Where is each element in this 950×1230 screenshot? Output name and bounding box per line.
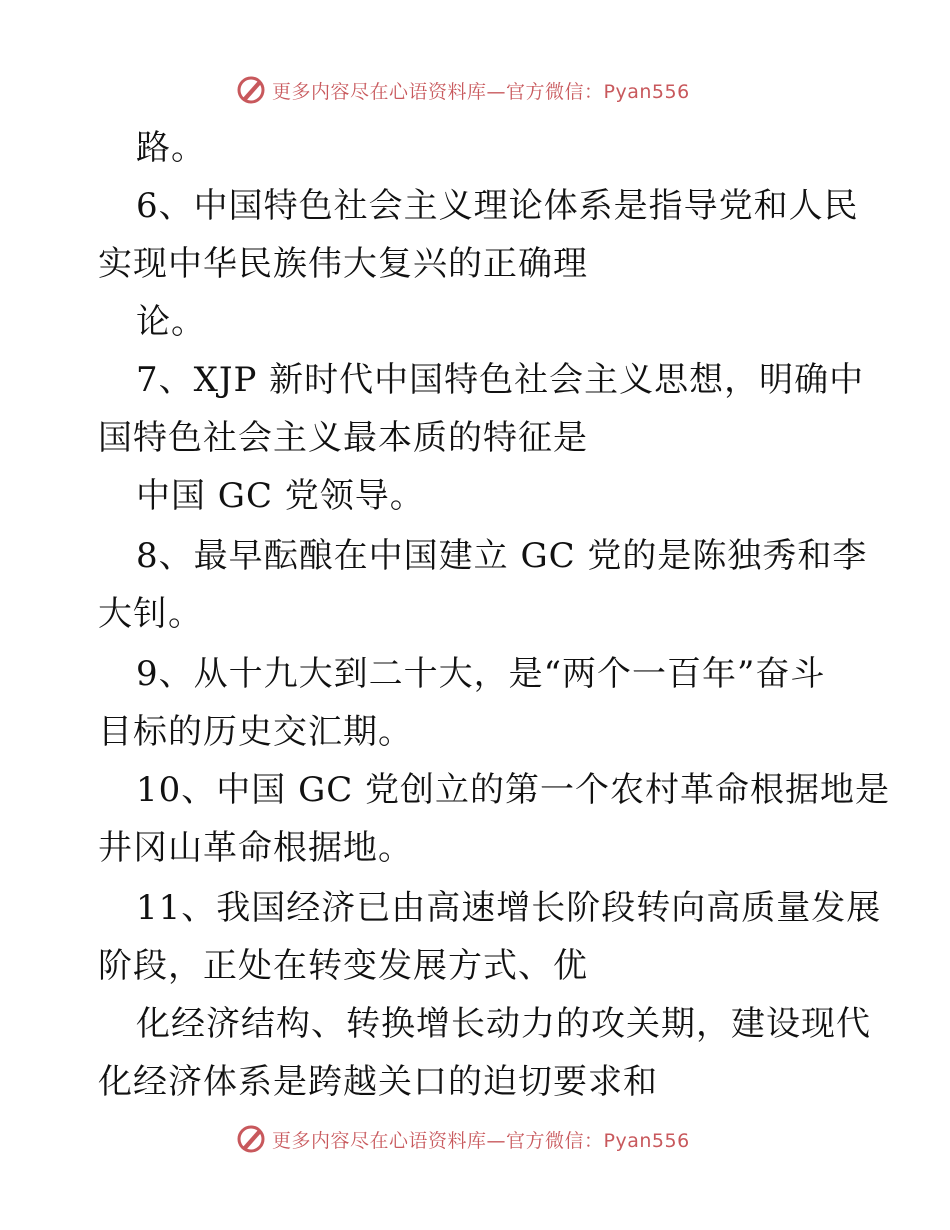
header-banner-text: 更多内容尽在心语资料库—官方微信：Pyan556 bbox=[272, 80, 690, 103]
text-line: 论。 bbox=[136, 302, 206, 342]
text-line: 国特色社会主义最本质的特征是 bbox=[98, 418, 588, 458]
text-line: 实现中华民族伟大复兴的正确理 bbox=[98, 244, 588, 284]
text-line: 井冈山革命根据地。 bbox=[98, 828, 413, 868]
header-banner bbox=[236, 72, 716, 108]
text-line: 化经济结构、转换增长动力的攻关期，建设现代 bbox=[136, 1004, 871, 1044]
text-line: 阶段，正处在转变发展方式、优 bbox=[98, 946, 588, 986]
footer-banner-text: 更多内容尽在心语资料库—官方微信：Pyan556 bbox=[272, 1129, 690, 1152]
text-line: 10、中国 GC 党创立的第一个农村革命根据地是 bbox=[136, 770, 891, 810]
pen-logo-icon bbox=[236, 1124, 266, 1154]
text-line: 化经济体系是跨越关口的迫切要求和 bbox=[98, 1062, 658, 1102]
text-line: 路。 bbox=[136, 128, 206, 168]
text-line: 8、最早酝酿在中国建立 GC 党的是陈独秀和李 bbox=[136, 536, 868, 576]
pen-logo-icon bbox=[236, 75, 266, 105]
text-line: 6、中国特色社会主义理论体系是指导党和人民 bbox=[136, 186, 859, 226]
text-line: 目标的历史交汇期。 bbox=[98, 712, 413, 752]
text-line: 7、XJP 新时代中国特色社会主义思想，明确中 bbox=[136, 360, 865, 400]
text-line: 中国 GC 党领导。 bbox=[136, 476, 425, 516]
text-line: 11、我国经济已由高速增长阶段转向高质量发展 bbox=[136, 888, 882, 928]
text-line: 9、从十九大到二十大，是“两个一百年”奋斗 bbox=[136, 654, 826, 694]
text-line: 大钊。 bbox=[98, 594, 203, 634]
footer-banner bbox=[236, 1121, 716, 1157]
